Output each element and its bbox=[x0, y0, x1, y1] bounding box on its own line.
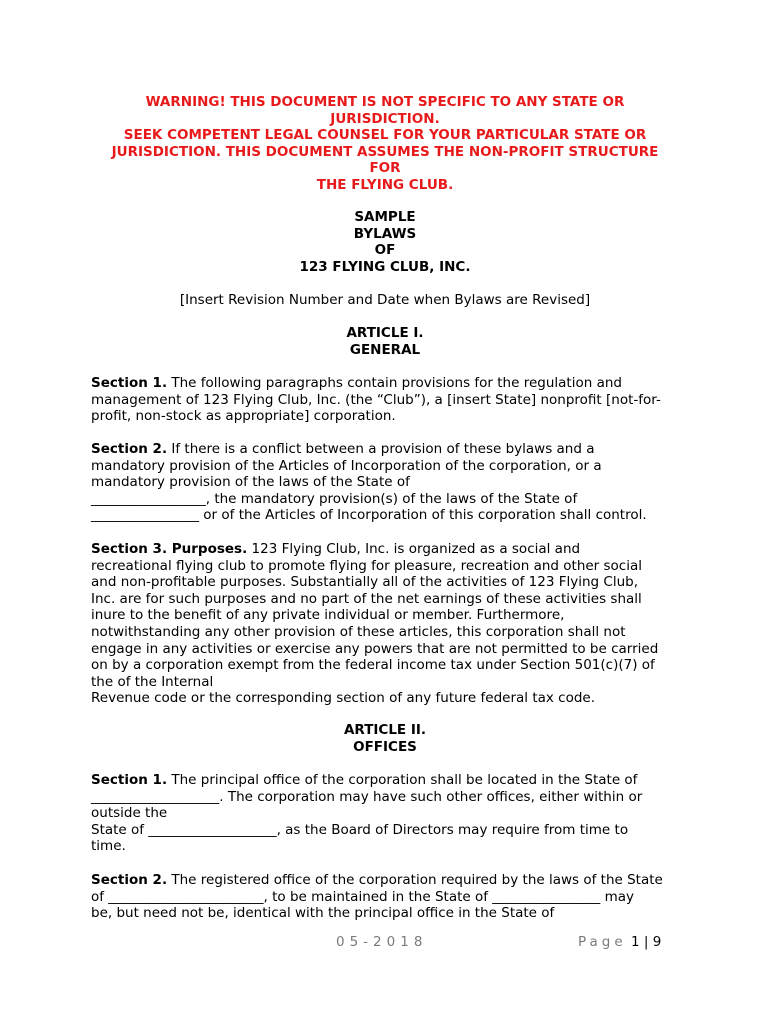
warning-line: JURISDICTION. THIS DOCUMENT ASSUMES THE NON-PROFIT STRUCTURE bbox=[111, 143, 659, 160]
section-text: notwithstanding any other provision of these articles, this corporation shall not bbox=[91, 623, 626, 640]
section-text: inure to the benefit of any private individual or member. Furthermore, bbox=[91, 607, 565, 624]
warning-notice bbox=[85, 94, 685, 194]
section-text: mandatory provision of the Articles of Incorporation of the corporation, or a bbox=[91, 457, 602, 474]
revision-note bbox=[85, 292, 685, 309]
section-text: of _______________________, to be maintained in the State of ________________ may bbox=[91, 888, 634, 905]
warning-line: FOR bbox=[369, 160, 401, 177]
section-text: State of ___________________, as the Board of Directors may require from time to bbox=[91, 821, 629, 838]
footer-page-number bbox=[578, 934, 661, 950]
section-text: recreational flying club to promote flying for pleasure, recreation and other social bbox=[91, 557, 643, 574]
article-2-section-1 bbox=[91, 772, 691, 855]
document-title bbox=[85, 209, 685, 275]
section-text: profit, non-stock as appropriate] corporation. bbox=[91, 408, 396, 425]
title-line: BYLAWS bbox=[353, 225, 417, 242]
section-text: The following paragraphs contain provisions for the regulation and bbox=[167, 375, 622, 391]
section-text: on by a corporation exempt from the federal income tax under Section 501(c)(7) of bbox=[91, 657, 655, 674]
title-line: SAMPLE bbox=[354, 209, 416, 225]
section-text: _________________, the mandatory provision(s) of the laws of the State of bbox=[91, 490, 578, 507]
article-1-title: GENERAL bbox=[349, 341, 421, 358]
section-text: If there is a conflict between a provision of these bylaws and a bbox=[167, 441, 595, 457]
page-separator: | bbox=[643, 934, 649, 950]
article-2-section-2 bbox=[91, 872, 691, 922]
section-text: management of 123 Flying Club, Inc. (the “Club”), a [insert State] nonprofit [not-for- bbox=[91, 391, 661, 408]
section-label: Section 2. bbox=[91, 872, 168, 888]
article-1-heading bbox=[85, 325, 685, 358]
total-pages: 9 bbox=[652, 934, 662, 950]
article-1-section-1 bbox=[91, 375, 691, 425]
article-1-section-3 bbox=[91, 541, 691, 707]
section-label: Section 1. bbox=[91, 772, 168, 788]
title-line: 123 FLYING CLUB, INC. bbox=[299, 258, 471, 275]
warning-line: THE FLYING CLUB. bbox=[316, 176, 454, 193]
section-text: 123 Flying Club, Inc. is organized as a social and bbox=[247, 541, 581, 557]
section-text: the of the Internal bbox=[91, 673, 214, 690]
section-text: Revenue code or the corresponding section of any future federal tax code. bbox=[91, 690, 596, 707]
section-text: The registered office of the corporation required by the laws of the State bbox=[167, 872, 663, 888]
warning-line: SEEK COMPETENT LEGAL COUNSEL FOR YOUR PARTICULAR STATE OR bbox=[123, 127, 647, 144]
section-text: Inc. are for such purposes and no part of the net earnings of these activities shall bbox=[91, 590, 642, 607]
article-2-number: ARTICLE II. bbox=[343, 722, 427, 738]
article-1-section-2 bbox=[91, 441, 691, 524]
warning-line: JURISDICTION. bbox=[330, 110, 440, 127]
page-word: Page bbox=[578, 934, 627, 950]
section-text: ________________ or of the Articles of Incorporation of this corporation shall control. bbox=[91, 507, 647, 524]
section-text: ___________________. The corporation may have such other offices, either within or bbox=[91, 788, 643, 805]
current-page: 1 bbox=[630, 934, 640, 950]
section-text: outside the bbox=[91, 805, 168, 822]
article-2-heading bbox=[85, 722, 685, 755]
section-text: mandatory provision of the laws of the State of bbox=[91, 474, 410, 491]
footer-date: 05-2018 bbox=[336, 934, 428, 950]
article-2-title: OFFICES bbox=[353, 738, 417, 755]
section-label: Section 3. Purposes. bbox=[91, 541, 248, 557]
article-1-number: ARTICLE I. bbox=[346, 325, 424, 341]
section-text: be, but need not be, identical with the principal office in the State of bbox=[91, 905, 555, 922]
warning-line: WARNING! THIS DOCUMENT IS NOT SPECIFIC TO ANY STATE OR bbox=[145, 94, 625, 110]
section-text: and non-profitable purposes. Substantially all of the activities of 123 Flying Club, bbox=[91, 574, 639, 591]
section-text: time. bbox=[91, 838, 126, 855]
section-label: Section 1. bbox=[91, 375, 168, 391]
section-label: Section 2. bbox=[91, 441, 168, 457]
section-text: The principal office of the corporation shall be located in the State of bbox=[167, 772, 638, 788]
revision-note-text: [Insert Revision Number and Date when Bylaws are Revised] bbox=[179, 292, 591, 308]
title-line: OF bbox=[374, 242, 396, 259]
section-text: engage in any activities or exercise any powers that are not permitted to be carried bbox=[91, 640, 659, 657]
